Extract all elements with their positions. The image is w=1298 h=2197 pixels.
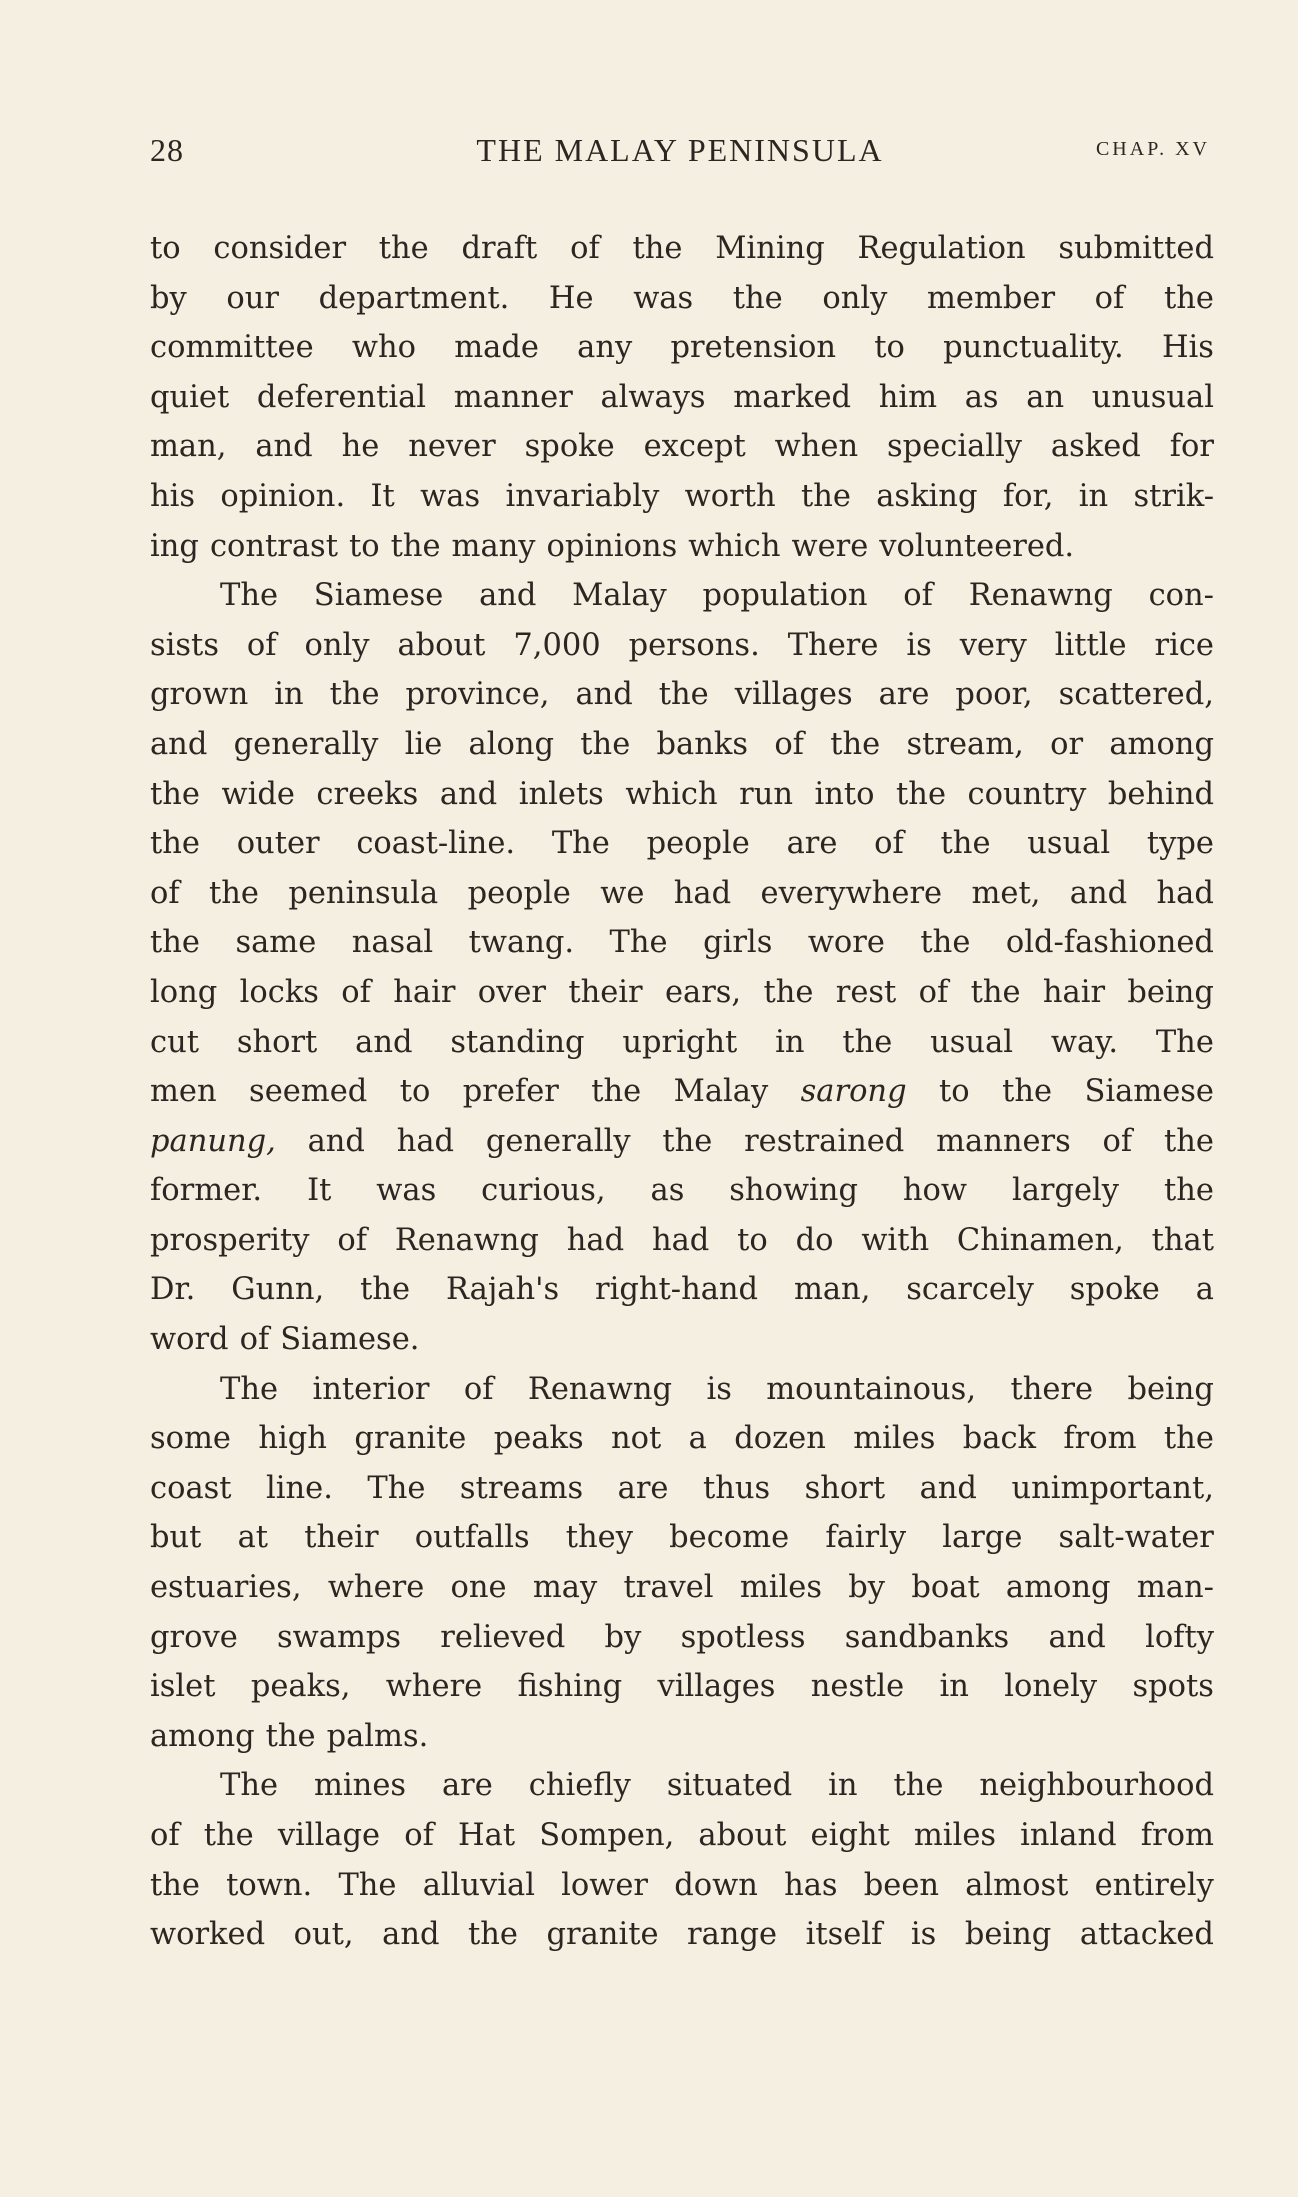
text-line: to consider the draft of the Mining Regulation submitted	[150, 231, 1214, 266]
page-number: 28	[150, 132, 184, 168]
text-line: cut short and standing upright in the usual way. The	[150, 1024, 1214, 1060]
text-line: quiet deferential manner always marked him as an unusual	[150, 379, 1214, 415]
text-line: sists of only about 7,000 persons. There is very little rice	[150, 627, 1214, 663]
text-line: worked out, and the granite range itself is being attacked	[150, 1917, 1214, 1953]
text-line: The Siamese and Malay population of Renawng con-	[220, 578, 1214, 614]
text-line: his opinion. It was invariably worth the asking for, in strik-	[150, 478, 1214, 514]
text-line: and generally lie along the banks of the stream, or among	[150, 726, 1214, 762]
text-line: the outer coast-line. The people are of the usual type	[150, 826, 1214, 862]
text-line: among the palms.	[150, 1718, 429, 1754]
text-line: Dr. Gunn, the Rajah's right-hand man, scarcely spoke a	[150, 1272, 1214, 1308]
book-title: THE MALAY PENINSULA	[476, 132, 884, 168]
text-line: but at their outfalls they become fairly large salt-water	[150, 1520, 1214, 1556]
text-line: by our department. He was the only member of the	[150, 280, 1214, 316]
text-line: grove swamps relieved by spotless sandbanks and lofty	[150, 1619, 1214, 1655]
text-line: coast line. The streams are thus short and unimportant,	[150, 1470, 1214, 1506]
text-line: ing contrast to the many opinions which were volunteered.	[150, 528, 1075, 564]
text-line: man, and he never spoke except when specially asked for	[150, 429, 1214, 465]
text-line: panung, and had generally the restrained manners of the	[150, 1123, 1214, 1159]
text-line: of the village of Hat Sompen, about eight miles inland from	[150, 1818, 1214, 1853]
text-line: the town. The alluvial lower down has been almost entirely	[150, 1867, 1214, 1903]
text-line: The mines are chiefly situated in the neighbourhood	[220, 1768, 1214, 1804]
text-line: former. It was curious, as showing how largely the	[150, 1173, 1214, 1209]
text-line: word of Siamese.	[150, 1322, 420, 1358]
text-line: the wide creeks and inlets which run into the country behind	[150, 776, 1214, 812]
text-line: estuaries, where one may travel miles by boat among man-	[150, 1570, 1214, 1606]
text-line: The interior of Renawng is mountainous, there being	[220, 1371, 1214, 1407]
body-text	[150, 224, 1214, 1960]
running-head	[150, 132, 1210, 182]
text-line: grown in the province, and the villages are poor, scattered,	[150, 677, 1214, 713]
text-line: some high granite peaks not a dozen miles back from the	[150, 1421, 1214, 1457]
chapter-reference: CHAP. XV	[1095, 138, 1210, 160]
text-line: of the peninsula people we had everywhere met, and had	[150, 875, 1214, 911]
text-line: men seemed to prefer the Malay sarong to the Siamese	[150, 1074, 1214, 1110]
text-line: the same nasal twang. The girls wore the old-fashioned	[150, 925, 1214, 961]
text-line: prosperity of Renawng had had to do with Chinamen, that	[150, 1222, 1214, 1258]
text-line: committee who made any pretension to punctuality. His	[150, 330, 1214, 366]
text-line: islet peaks, where fishing villages nestle in lonely spots	[150, 1669, 1214, 1705]
text-line: long locks of hair over their ears, the rest of the hair being	[150, 974, 1214, 1010]
